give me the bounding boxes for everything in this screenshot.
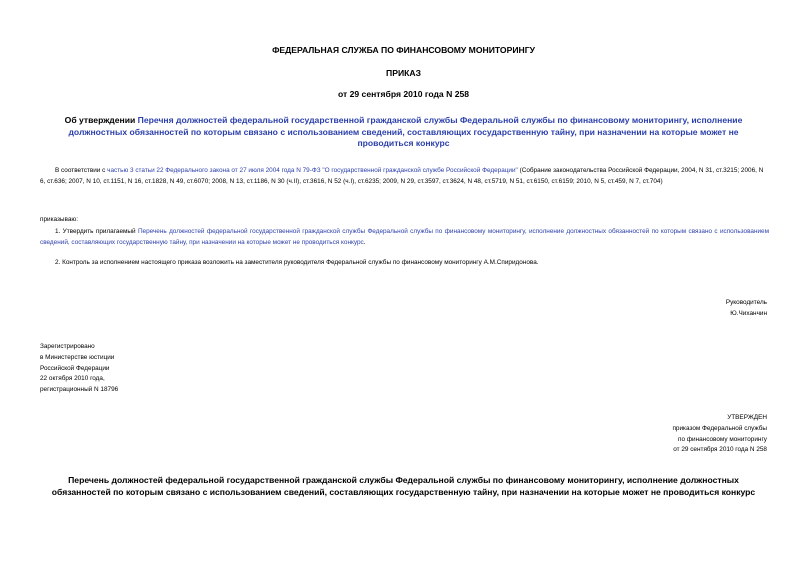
order-item-1 xyxy=(40,227,769,249)
basis-prefix: В соответствии с xyxy=(55,167,108,174)
registration-line: Российской Федерации xyxy=(40,364,110,372)
order-word: приказываю: xyxy=(40,216,78,223)
approval-line: от 29 сентября 2010 года N 258 xyxy=(673,446,767,454)
approval-line: по финансовому мониторингу xyxy=(677,435,767,443)
document-type: ПРИКАЗ xyxy=(386,68,421,78)
item1-suffix: . xyxy=(363,238,366,246)
approval-line: приказом Федеральной службы xyxy=(672,424,767,432)
signature-name: Ю.Чиханчин xyxy=(730,310,767,317)
title-link[interactable]: Перечня должностей федеральной государственной гражданской службы Федеральной службы по финансовому мониторингу, исполнение должностных обязанностей по которым связано с использованием сведений, составляющих государственную тайну, при назначении на которые может не проводиться конкурс xyxy=(68,115,743,148)
list-title: Перечень должностей федеральной государственной гражданской службы Федеральной службы по финансовому мониторингу, исполнение должностных обязанностей по которым связано с использованием сведений, составляющих государственную тайну, при назначении на которые может не проводиться конкурс xyxy=(51,475,756,497)
registration-line: 22 октября 2010 года, xyxy=(40,375,105,383)
signature-title: Руководитель xyxy=(725,299,767,306)
title-prefix: Об утверждении xyxy=(64,115,138,125)
item1-list-link[interactable]: Перечень должностей федеральной государственной гражданской службы Федеральной службы по финансовому мониторингу, исполнение должностных обязанностей по которым связано с использованием сведений, составляющих государственную тайну, при назначении на которые может не проводиться конкурс xyxy=(40,228,769,246)
registration-line: Зарегистрировано xyxy=(40,343,95,350)
basis-law-article-link[interactable]: частью 3 статьи 22 Федерального закона от 27 июля 2004 года N 79-ФЗ xyxy=(107,167,321,174)
approval-stamp-block xyxy=(672,413,767,456)
agency-name: ФЕДЕРАЛЬНАЯ СЛУЖБА ПО ФИНАНСОВОМУ МОНИТОРИНГУ xyxy=(272,45,535,55)
item1-prefix: 1. Утвердить прилагаемый xyxy=(55,228,138,235)
registration-line: в Министерстве юстиции xyxy=(40,353,115,361)
basis-law-name-link[interactable]: "О государственной гражданской службе Российской Федерации" xyxy=(322,167,518,174)
approval-line: УТВЕРЖДЕН xyxy=(727,414,767,421)
basis-suffix: (Собрание законодательства Российской Федерации, 2004, N 31, ст.3215; 2006, N 6, ст.636; 2007, N 10, ст.1151, N 16, ст.1828, N 49, ст.6070; 2008, N 13, ст.1186, N 30 (ч.II), ст.3616, N 52 (ч.I), ст.6235; 2009, N 29, ст.3597, ст.3624, N 48, ст.5719, N 51, ст.6150, ст.6159; 2010, N 5, ст.459, N 7, ст.704) xyxy=(40,167,764,185)
order-item-2: 2. Контроль за исполнением настоящего приказа возложить на заместителя руководителя Федеральной службы по финансовому мониторингу А.М.Спиридонова. xyxy=(55,259,539,266)
registration-line: регистрационный N 18796 xyxy=(40,386,119,394)
registration-block xyxy=(40,342,118,396)
legal-basis-paragraph xyxy=(40,166,770,188)
document-title xyxy=(45,115,762,150)
document-date: от 29 сентября 2010 года N 258 xyxy=(337,89,470,99)
